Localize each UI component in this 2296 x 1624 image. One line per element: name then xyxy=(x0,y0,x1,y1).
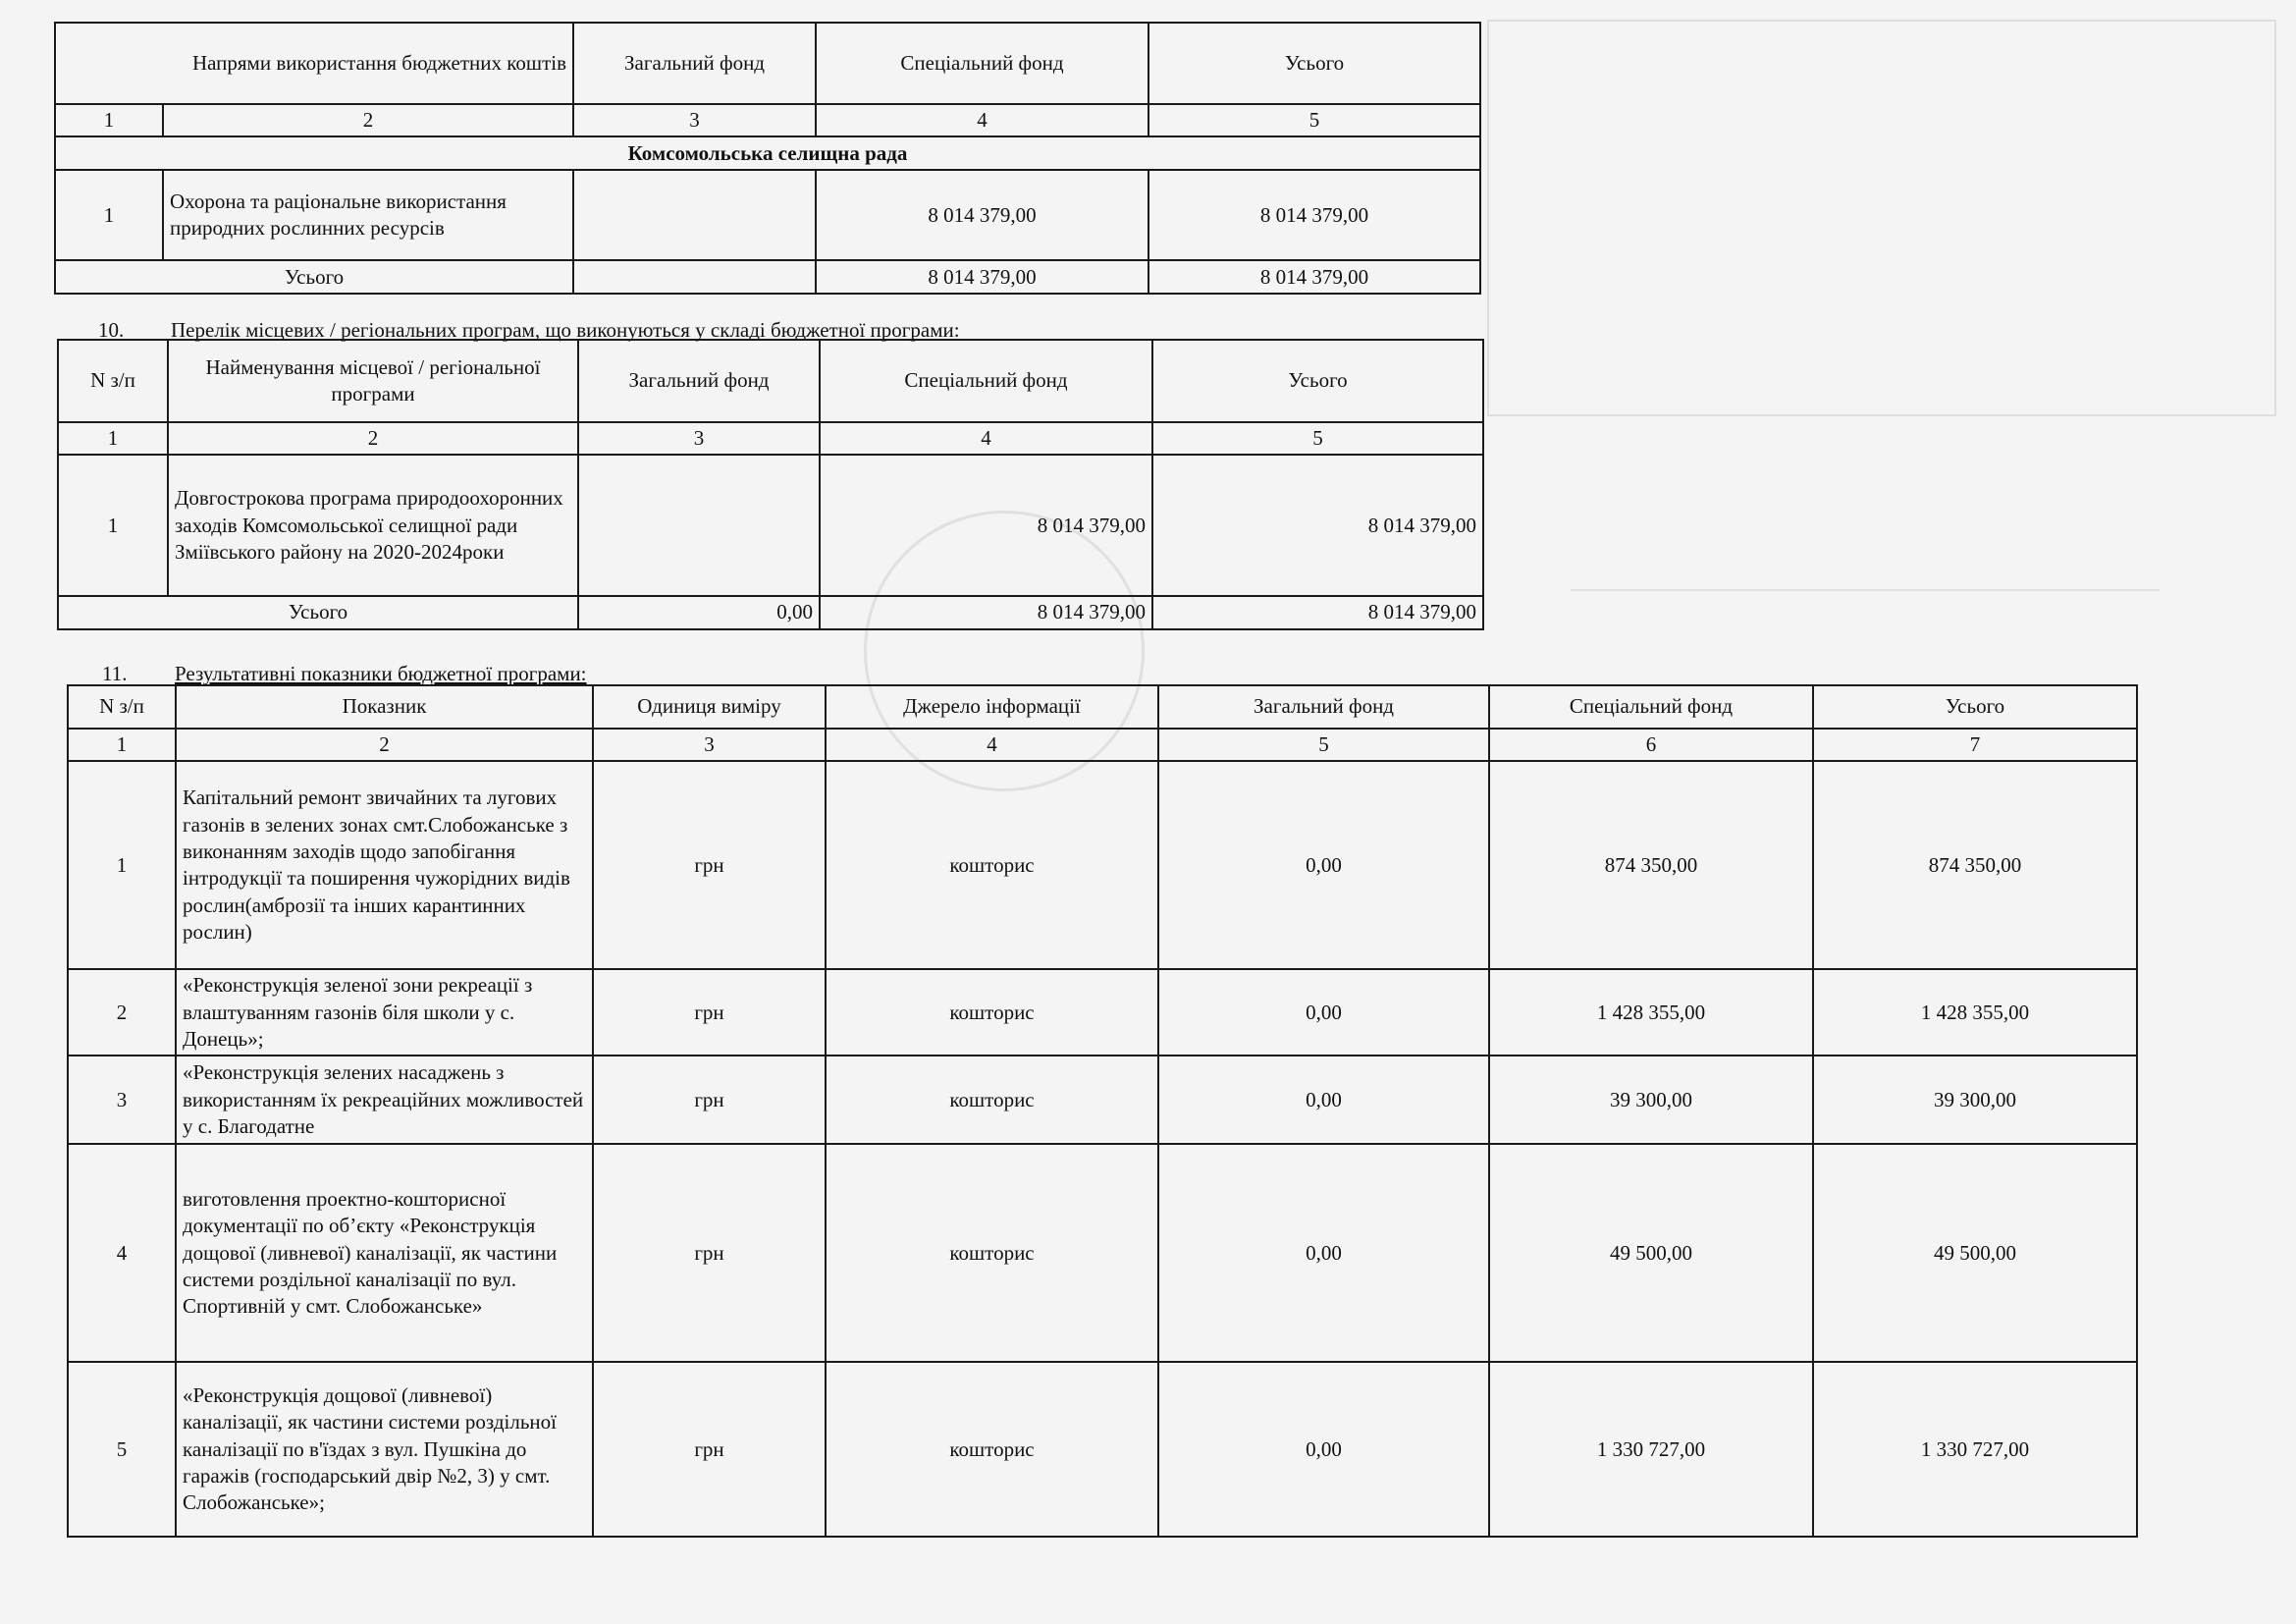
row-general xyxy=(578,455,820,596)
total-special: 8 014 379,00 xyxy=(816,260,1148,294)
col-number: 3 xyxy=(593,729,826,761)
table-row xyxy=(68,969,2137,1056)
col-number: 5 xyxy=(1158,729,1489,761)
header-unit: Одиниця виміру xyxy=(593,685,826,729)
column-numbers-row xyxy=(55,104,1480,136)
header-directions: Напрями використання бюджетних коштів xyxy=(55,23,573,104)
indicators-table xyxy=(67,684,2138,1538)
row-total: 1 330 727,00 xyxy=(1813,1362,2137,1537)
row-number: 1 xyxy=(68,761,176,969)
column-numbers-row xyxy=(68,729,2137,761)
row-unit: грн xyxy=(593,969,826,1056)
row-general xyxy=(573,170,816,260)
row-source: кошторис xyxy=(826,1144,1158,1362)
row-special: 8 014 379,00 xyxy=(816,170,1148,260)
row-number: 5 xyxy=(68,1362,176,1537)
col-number: 4 xyxy=(826,729,1158,761)
col-number: 1 xyxy=(58,422,168,455)
table-row xyxy=(68,1362,2137,1537)
row-total: 874 350,00 xyxy=(1813,761,2137,969)
table-row xyxy=(58,455,1483,596)
section-11-title xyxy=(102,662,587,686)
total-special: 8 014 379,00 xyxy=(820,596,1152,628)
row-special: 39 300,00 xyxy=(1489,1056,1813,1144)
header-number: N з/п xyxy=(58,340,168,422)
row-total: 1 428 355,00 xyxy=(1813,969,2137,1056)
table-row xyxy=(55,170,1480,260)
header-general-fund: Загальний фонд xyxy=(1158,685,1489,729)
bleed-through-table xyxy=(1487,20,2276,416)
col-number: 5 xyxy=(1148,104,1480,136)
col-number: 7 xyxy=(1813,729,2137,761)
total-general xyxy=(573,260,816,294)
table-row xyxy=(68,1144,2137,1362)
col-number: 2 xyxy=(168,422,578,455)
header-program-name: Найменування місцевої / регіональної програми xyxy=(168,340,578,422)
row-name: «Реконструкція дощової (ливневої) каналізації, як частини системи роздільної каналізації по в'їздах з вул. Пушкіна до гаражів (господарський двір №2, 3) у смт. Слобожанське»; xyxy=(176,1362,593,1537)
col-number: 1 xyxy=(68,729,176,761)
col-number: 5 xyxy=(1152,422,1483,455)
row-special: 874 350,00 xyxy=(1489,761,1813,969)
row-total: 8 014 379,00 xyxy=(1152,455,1483,596)
table-header-row xyxy=(55,23,1480,104)
row-general: 0,00 xyxy=(1158,1144,1489,1362)
table-header-row xyxy=(68,685,2137,729)
section-number: 11. xyxy=(102,662,128,685)
row-special: 49 500,00 xyxy=(1489,1144,1813,1362)
row-source: кошторис xyxy=(826,1362,1158,1537)
header-total: Усього xyxy=(1813,685,2137,729)
row-number: 2 xyxy=(68,969,176,1056)
total-row xyxy=(55,260,1480,294)
col-number: 3 xyxy=(578,422,820,455)
total-general: 0,00 xyxy=(578,596,820,628)
col-number: 6 xyxy=(1489,729,1813,761)
row-name: «Реконструкція зелених насаджень з використанням їх рекреаційних можливостей у с. Благодатне xyxy=(176,1056,593,1144)
group-title-row xyxy=(55,136,1480,170)
header-indicator: Показник xyxy=(176,685,593,729)
col-number: 1 xyxy=(55,104,163,136)
directions-table xyxy=(54,22,1481,295)
table-row xyxy=(68,761,2137,969)
row-name: «Реконструкція зеленої зони рекреації з влаштуванням газонів біля школи у с. Донець»; xyxy=(176,969,593,1056)
row-source: кошторис xyxy=(826,969,1158,1056)
row-number: 4 xyxy=(68,1144,176,1362)
total-label: Усього xyxy=(58,596,578,628)
table-row xyxy=(68,1056,2137,1144)
section-text: Перелік місцевих / регіональних програм, що виконуються у складі бюджетної програми: xyxy=(171,318,960,342)
col-number: 4 xyxy=(816,104,1148,136)
col-number: 3 xyxy=(573,104,816,136)
header-general-fund: Загальний фонд xyxy=(578,340,820,422)
col-number: 4 xyxy=(820,422,1152,455)
header-special-fund: Спеціальний фонд xyxy=(820,340,1152,422)
row-name: виготовлення проектно-кошторисної документації по об’єкту «Реконструкція дощової (ливневої) каналізації, як частини системи роздільної каналізації по вул. Спортивній у смт. Слобожанське» xyxy=(176,1144,593,1362)
row-number: 3 xyxy=(68,1056,176,1144)
header-total: Усього xyxy=(1152,340,1483,422)
row-special: 1 330 727,00 xyxy=(1489,1362,1813,1537)
row-unit: грн xyxy=(593,761,826,969)
col-number: 2 xyxy=(176,729,593,761)
header-number: N з/п xyxy=(68,685,176,729)
row-general: 0,00 xyxy=(1158,969,1489,1056)
header-source: Джерело інформації xyxy=(826,685,1158,729)
total-label: Усього xyxy=(55,260,573,294)
table-header-row xyxy=(58,340,1483,422)
row-special: 1 428 355,00 xyxy=(1489,969,1813,1056)
row-number: 1 xyxy=(55,170,163,260)
row-special: 8 014 379,00 xyxy=(820,455,1152,596)
total-row xyxy=(58,596,1483,628)
group-title: Комсомольська селищна рада xyxy=(55,136,1480,170)
row-total: 39 300,00 xyxy=(1813,1056,2137,1144)
programs-table xyxy=(57,339,1484,630)
row-unit: грн xyxy=(593,1056,826,1144)
row-total: 8 014 379,00 xyxy=(1148,170,1480,260)
header-special-fund: Спеціальний фонд xyxy=(1489,685,1813,729)
column-numbers-row xyxy=(58,422,1483,455)
row-name: Капітальний ремонт звичайних та лугових газонів в зелених зонах смт.Слобожанське з виконанням заходів щодо запобігання інтродукції та поширення чужорідних видів рослин(амброзії та інших карантинних рослин) xyxy=(176,761,593,969)
row-general: 0,00 xyxy=(1158,1056,1489,1144)
header-special-fund: Спеціальний фонд xyxy=(816,23,1148,104)
row-name: Довгострокова програма природоохоронних заходів Комсомольської селищної ради Зміївського району на 2020-2024роки xyxy=(168,455,578,596)
section-text: Результативні показники бюджетної програми: xyxy=(175,662,587,685)
row-general: 0,00 xyxy=(1158,761,1489,969)
row-source: кошторис xyxy=(826,1056,1158,1144)
row-number: 1 xyxy=(58,455,168,596)
header-total: Усього xyxy=(1148,23,1480,104)
bleed-through-line xyxy=(1571,589,2160,591)
section-number: 10. xyxy=(98,318,125,342)
col-number: 2 xyxy=(163,104,573,136)
total-total: 8 014 379,00 xyxy=(1152,596,1483,628)
row-unit: грн xyxy=(593,1144,826,1362)
row-source: кошторис xyxy=(826,761,1158,969)
row-unit: грн xyxy=(593,1362,826,1537)
total-total: 8 014 379,00 xyxy=(1148,260,1480,294)
row-general: 0,00 xyxy=(1158,1362,1489,1537)
row-total: 49 500,00 xyxy=(1813,1144,2137,1362)
header-general-fund: Загальний фонд xyxy=(573,23,816,104)
row-name: Охорона та раціональне використання природних рослинних ресурсів xyxy=(163,170,573,260)
